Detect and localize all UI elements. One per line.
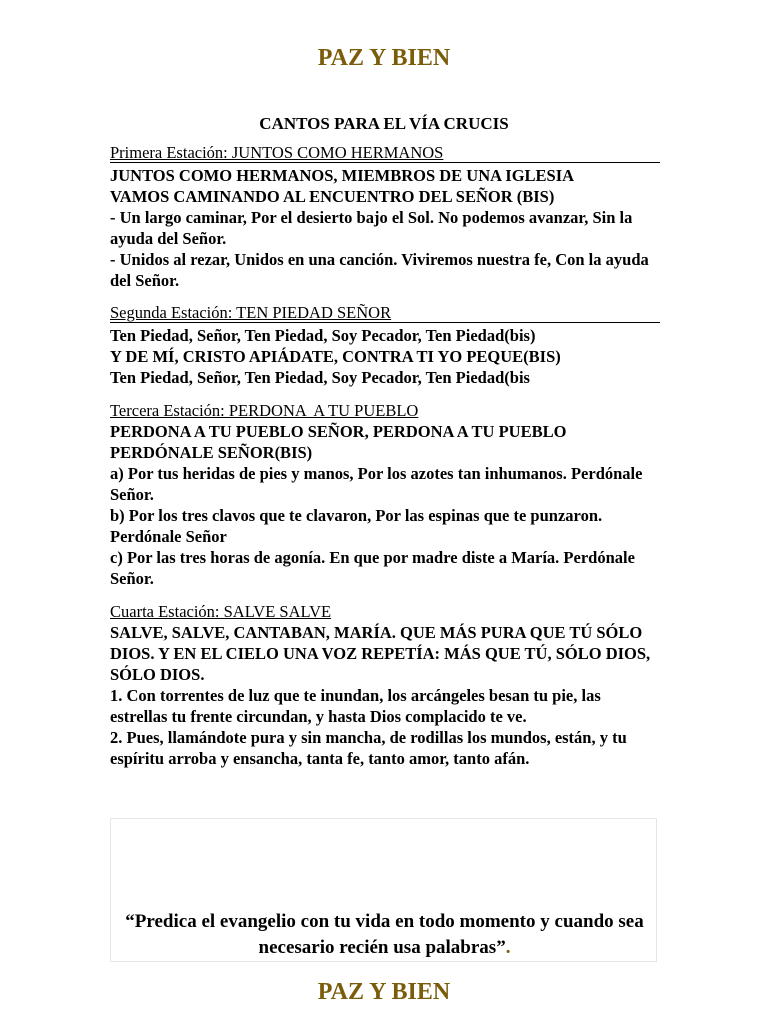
station-line: - Unidos al rezar, Unidos en una canción. Viviremos nuestra fe, Con la ayuda del Señor.: [110, 250, 649, 290]
station-line: - Un largo caminar, Por el desierto bajo el Sol. No podemos avanzar, Sin la ayuda del Señor.: [110, 208, 633, 248]
station-line: PERDONA A TU PUEBLO SEÑOR, PERDONA A TU PUEBLO PERDÓNALE SEÑOR(BIS): [110, 422, 567, 462]
station-heading-text: Segunda Estación: TEN PIEDAD SEÑOR: [110, 303, 392, 322]
station-line: Ten Piedad, Señor, Ten Piedad, Soy Pecador, Ten Piedad(bis: [110, 368, 530, 387]
station-line: Ten Piedad, Señor, Ten Piedad, Soy Pecador, Ten Piedad(bis): [110, 326, 536, 345]
station-heading-text: Primera Estación: JUNTOS COMO HERMANOS: [110, 143, 444, 162]
station-2: [110, 303, 660, 388]
page-footer: PAZ Y BIEN: [317, 979, 451, 1005]
station-line: VAMOS CAMINANDO AL ENCUENTRO DEL SEÑOR (BIS): [110, 187, 555, 206]
document-title: CANTOS PARA EL VÍA CRUCIS: [259, 114, 509, 133]
station-line: a) Por tus heridas de pies y manos, Por los azotes tan inhumanos. Perdónale Señor.: [110, 464, 643, 504]
station-4: [110, 601, 660, 769]
quote-box: [110, 818, 657, 962]
quote-end: .: [505, 937, 511, 958]
station-heading: [110, 303, 660, 323]
station-line: Y DE MÍ, CRISTO APIÁDATE, CONTRA TI YO PEQUE(BIS): [110, 347, 561, 366]
station-heading: Tercera Estación: PERDONA A TU PUEBLO: [110, 401, 419, 420]
station-line: JUNTOS COMO HERMANOS, MIEMBROS DE UNA IGLESIA: [110, 166, 575, 185]
station-3: [110, 400, 660, 589]
station-heading: Cuarta Estación: SALVE SALVE: [110, 602, 332, 621]
quote-text: [111, 909, 658, 961]
station-1: [110, 143, 660, 291]
page-header: PAZ Y BIEN: [317, 45, 451, 71]
quote-body: “Predica el evangelio con tu vida en todo momento y cuando sea necesario recién usa palabras”: [125, 911, 644, 958]
station-line: b) Por los tres clavos que te clavaron, Por las espinas que te punzaron. Perdónale Señor: [110, 506, 603, 546]
document-body: [110, 143, 660, 781]
station-line: 1. Con torrentes de luz que te inundan, los arcángeles besan tu pie, las estrellas tu frente circundan, y hasta Dios complacido te ve.: [110, 686, 601, 726]
station-line: 2. Pues, llamándote pura y sin mancha, de rodillas los mundos, están, y tu espíritu arroba y ensancha, tanta fe, tanto amor, tanto afán.: [110, 728, 627, 768]
station-line: SALVE, SALVE, CANTABAN, MARÍA. QUE MÁS PURA QUE TÚ SÓLO DIOS. Y EN EL CIELO UNA VOZ REPETÍA: MÁS QUE TÚ, SÓLO DIOS, SÓLO DIOS.: [110, 623, 651, 684]
station-line: c) Por las tres horas de agonía. En que por madre diste a María. Perdónale Señor.: [110, 548, 635, 588]
station-heading: [110, 143, 660, 163]
